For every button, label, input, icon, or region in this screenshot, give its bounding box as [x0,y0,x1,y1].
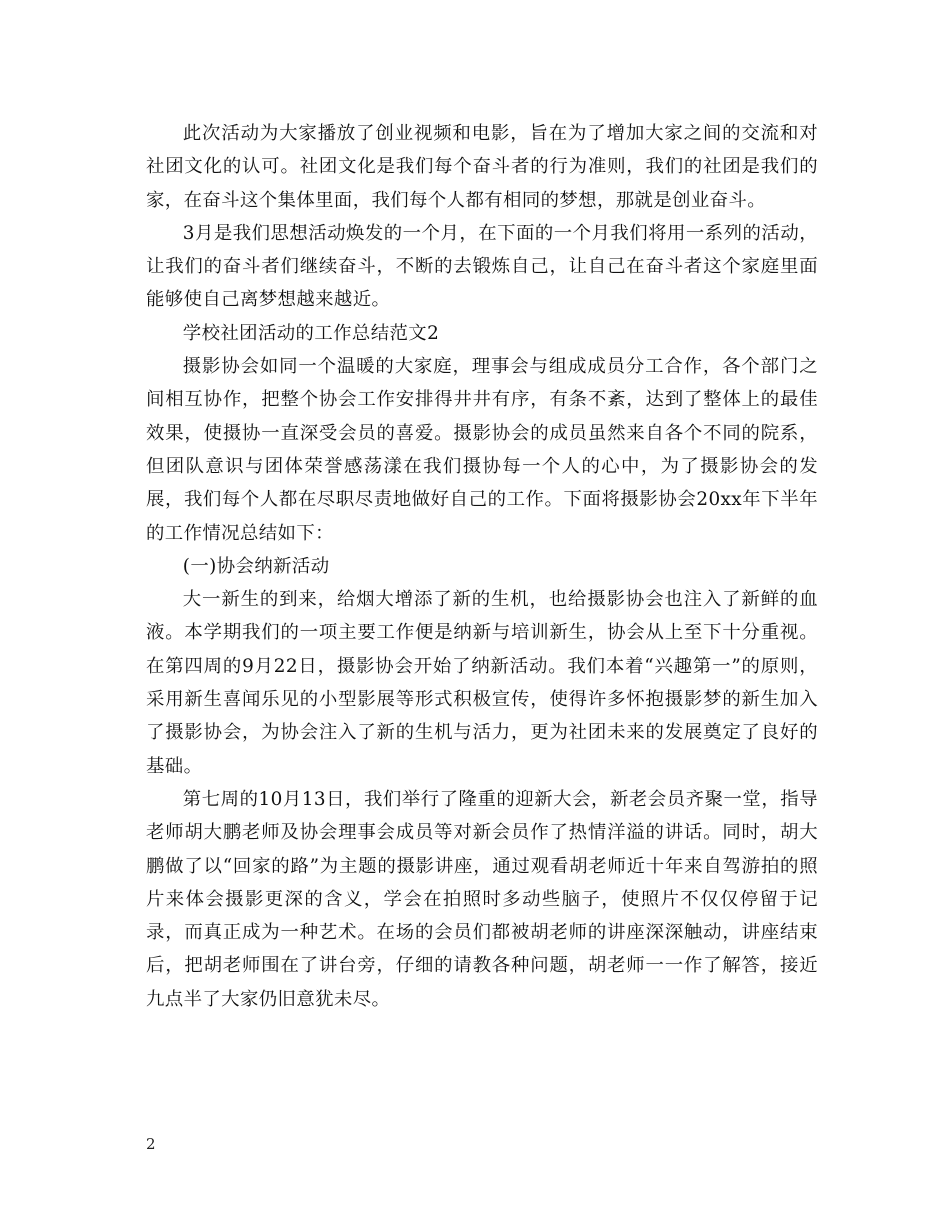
section-title: 学校社团活动的工作总结范文2 [182,322,440,344]
page-number: 2 [146,1135,156,1153]
paragraph-march-summary: 3月是我们思想活动焕发的一个月，在下面的一个月我们将用一系列的活动，让我们的奋斗者们继续奋斗，不断的去锻炼自己，让自己在奋斗者这个家庭里面能够使自己离梦想越来越近。 [146,222,818,311]
document-body [146,117,818,1016]
paragraph-welcome-meeting: 第七周的10月13日，我们举行了隆重的迎新大会，新老会员齐聚一堂，指导老师胡大鹏老师及协会理事会成员等对新会员作了热情洋溢的讲话。同时，胡大鹏做了以“回家的路”为主题的摄影讲座，通过观看胡老师近十年来自驾游拍的照片来体会摄影更深的含义，学会在拍照时多动些脑子，使照片不仅仅停留于记录，而真正成为一种艺术。在场的会员们都被胡老师的讲座深深触动，讲座结束后，把胡老师围在了讲台旁，仔细的请教各种问题，胡老师一一作了解答，接近九点半了大家仍旧意犹未尽。 [146,788,818,1010]
paragraph-activity-summary: 此次活动为大家播放了创业视频和电影，旨在为了增加大家之间的交流和对社团文化的认可。社团文化是我们每个奋斗者的行为准则，我们的社团是我们的家，在奋斗这个集体里面，我们每个人都有相同的梦想，那就是创业奋斗。 [146,123,818,211]
paragraph-photo-association-intro: 摄影协会如同一个温暖的大家庭，理事会与组成成员分工合作，各个部门之间相互协作，把整个协会工作安排得井井有序，有条不紊，达到了整体上的最佳效果，使摄协一直深受会员的喜爱。摄影协会的成员虽然来自各个不同的院系，但团队意识与团体荣誉感荡漾在我们摄协每一个人的心中，为了摄影协会的发展，我们每个人都在尽职尽责地做好自己的工作。下面将摄影协会20xx年下半年的工作情况总结如下： [146,356,818,544]
paragraph-recruitment: 大一新生的到来，给烟大增添了新的生机，也给摄影协会也注入了新鲜的血液。本学期我们的一项主要工作便是纳新与培训新生，协会从上至下十分重视。在第四周的9月22日，摄影协会开始了纳新活动。我们本着“兴趣第一”的原则，采用新生喜闻乐见的小型影展等形式积极宣传，使得许多怀抱摄影梦的新生加入了摄影协会，为协会注入了新的生机与活力，更为社团未来的发展奠定了良好的基础。 [146,589,818,777]
subsection-title: (一)协会纳新活动 [182,555,330,577]
